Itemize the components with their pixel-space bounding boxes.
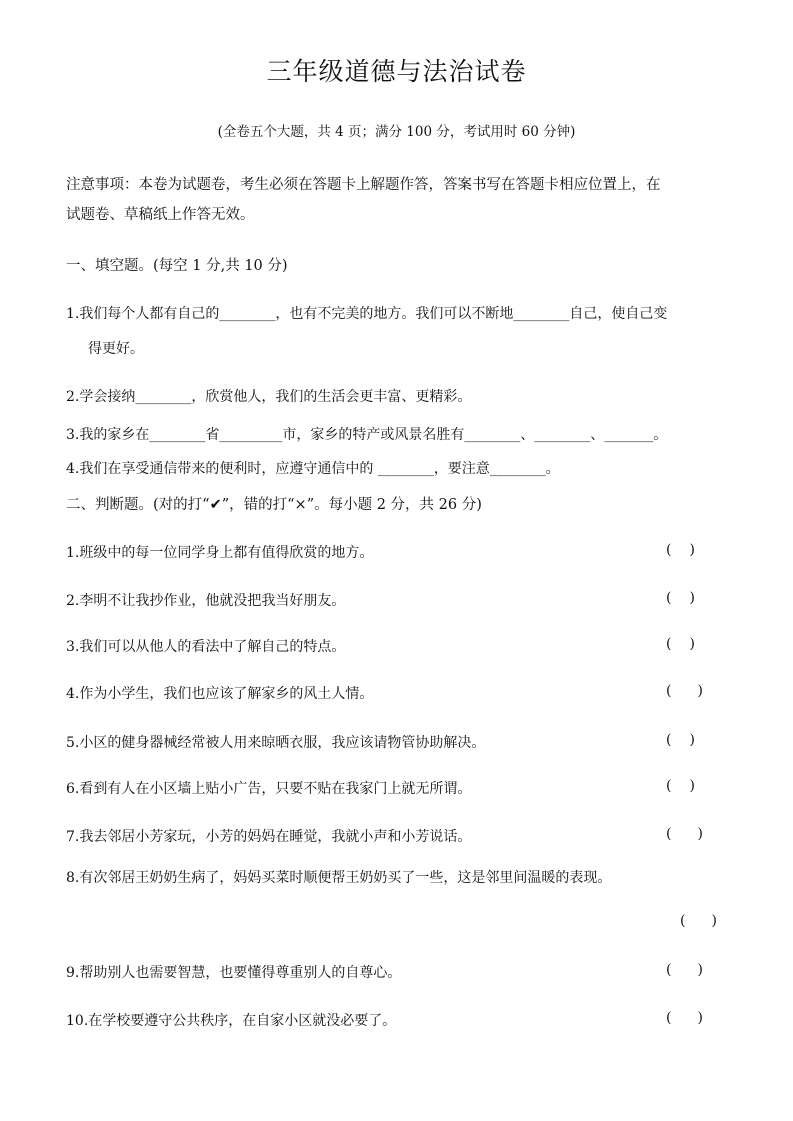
- fill-question-1-line-2: 得更好。: [88, 341, 144, 357]
- section-2-heading: 二、判断题。(对的打“✔”，错的打“×”。每小题 2 分，共 26 分): [66, 497, 482, 513]
- judge-question-3: 3.我们可以从他人的看法中了解自己的特点。: [66, 639, 346, 655]
- judge-question-1: 1.班级中的每一位同学身上都有值得欣赏的地方。: [66, 545, 374, 561]
- answer-paren: ( ): [666, 1010, 703, 1026]
- answer-paren: ( ): [666, 778, 695, 794]
- answer-paren: ( ): [666, 590, 695, 606]
- fill-question-2: 2.学会接纳________，欣赏他人，我们的生活会更丰富、更精彩。: [66, 389, 472, 405]
- answer-paren: ( ): [666, 636, 695, 652]
- notice-line-1: 注意事项：本卷为试题卷，考生必须在答题卡上解题作答，答案书写在答题卡相应位置上，在: [66, 177, 661, 193]
- fill-question-4: 4.我们在享受通信带来的便利时，应遵守通信中的 ________，要注意________。: [66, 461, 560, 477]
- section-1-heading: 一、填空题。(每空 1 分,共 10 分): [66, 258, 288, 274]
- answer-paren: ( ): [666, 826, 703, 842]
- judge-question-6: 6.看到有人在小区墙上贴小广告，只要不贴在我家门上就无所谓。: [66, 781, 472, 797]
- fill-question-3: 3.我的家乡在________省_________市，家乡的特产或风景名胜有________、________、_______。: [66, 427, 668, 443]
- fill-question-1-line-1: 1.我们每个人都有自己的________，也有不完美的地方。我们可以不断地________自己，使自己变: [66, 306, 668, 322]
- page-title: 三年级道德与法治试卷: [266, 57, 527, 86]
- notice-line-2: 试题卷、草稿纸上作答无效。: [66, 207, 255, 223]
- judge-question-7: 7.我去邻居小芳家玩，小芳的妈妈在睡觉，我就小声和小芳说话。: [66, 829, 472, 845]
- judge-question-4: 4.作为小学生，我们也应该了解家乡的风土人情。: [66, 686, 374, 702]
- exam-info: (全卷五个大题，共 4 页；满分 100 分，考试用时 60 分钟): [217, 124, 576, 140]
- judge-question-10: 10.在学校要遵守公共秩序，在自家小区就没必要了。: [66, 1013, 397, 1029]
- answer-paren: ( ): [666, 732, 695, 748]
- answer-paren: ( ): [666, 683, 703, 699]
- judge-question-5: 5.小区的健身器械经常被人用来晾晒衣服，我应该请物管协助解决。: [66, 735, 486, 751]
- answer-paren: ( ): [666, 542, 695, 558]
- judge-question-9: 9.帮助别人也需要智慧，也要懂得尊重别人的自尊心。: [66, 965, 402, 981]
- judge-question-2: 2.李明不让我抄作业，他就没把我当好朋友。: [66, 593, 346, 609]
- judge-question-8: 8.有次邻居王奶奶生病了，妈妈买菜时顺便帮王奶奶买了一些，这是邻里间温暖的表现。: [66, 870, 612, 886]
- answer-paren: ( ): [666, 962, 703, 978]
- answer-paren: ( ): [680, 913, 717, 929]
